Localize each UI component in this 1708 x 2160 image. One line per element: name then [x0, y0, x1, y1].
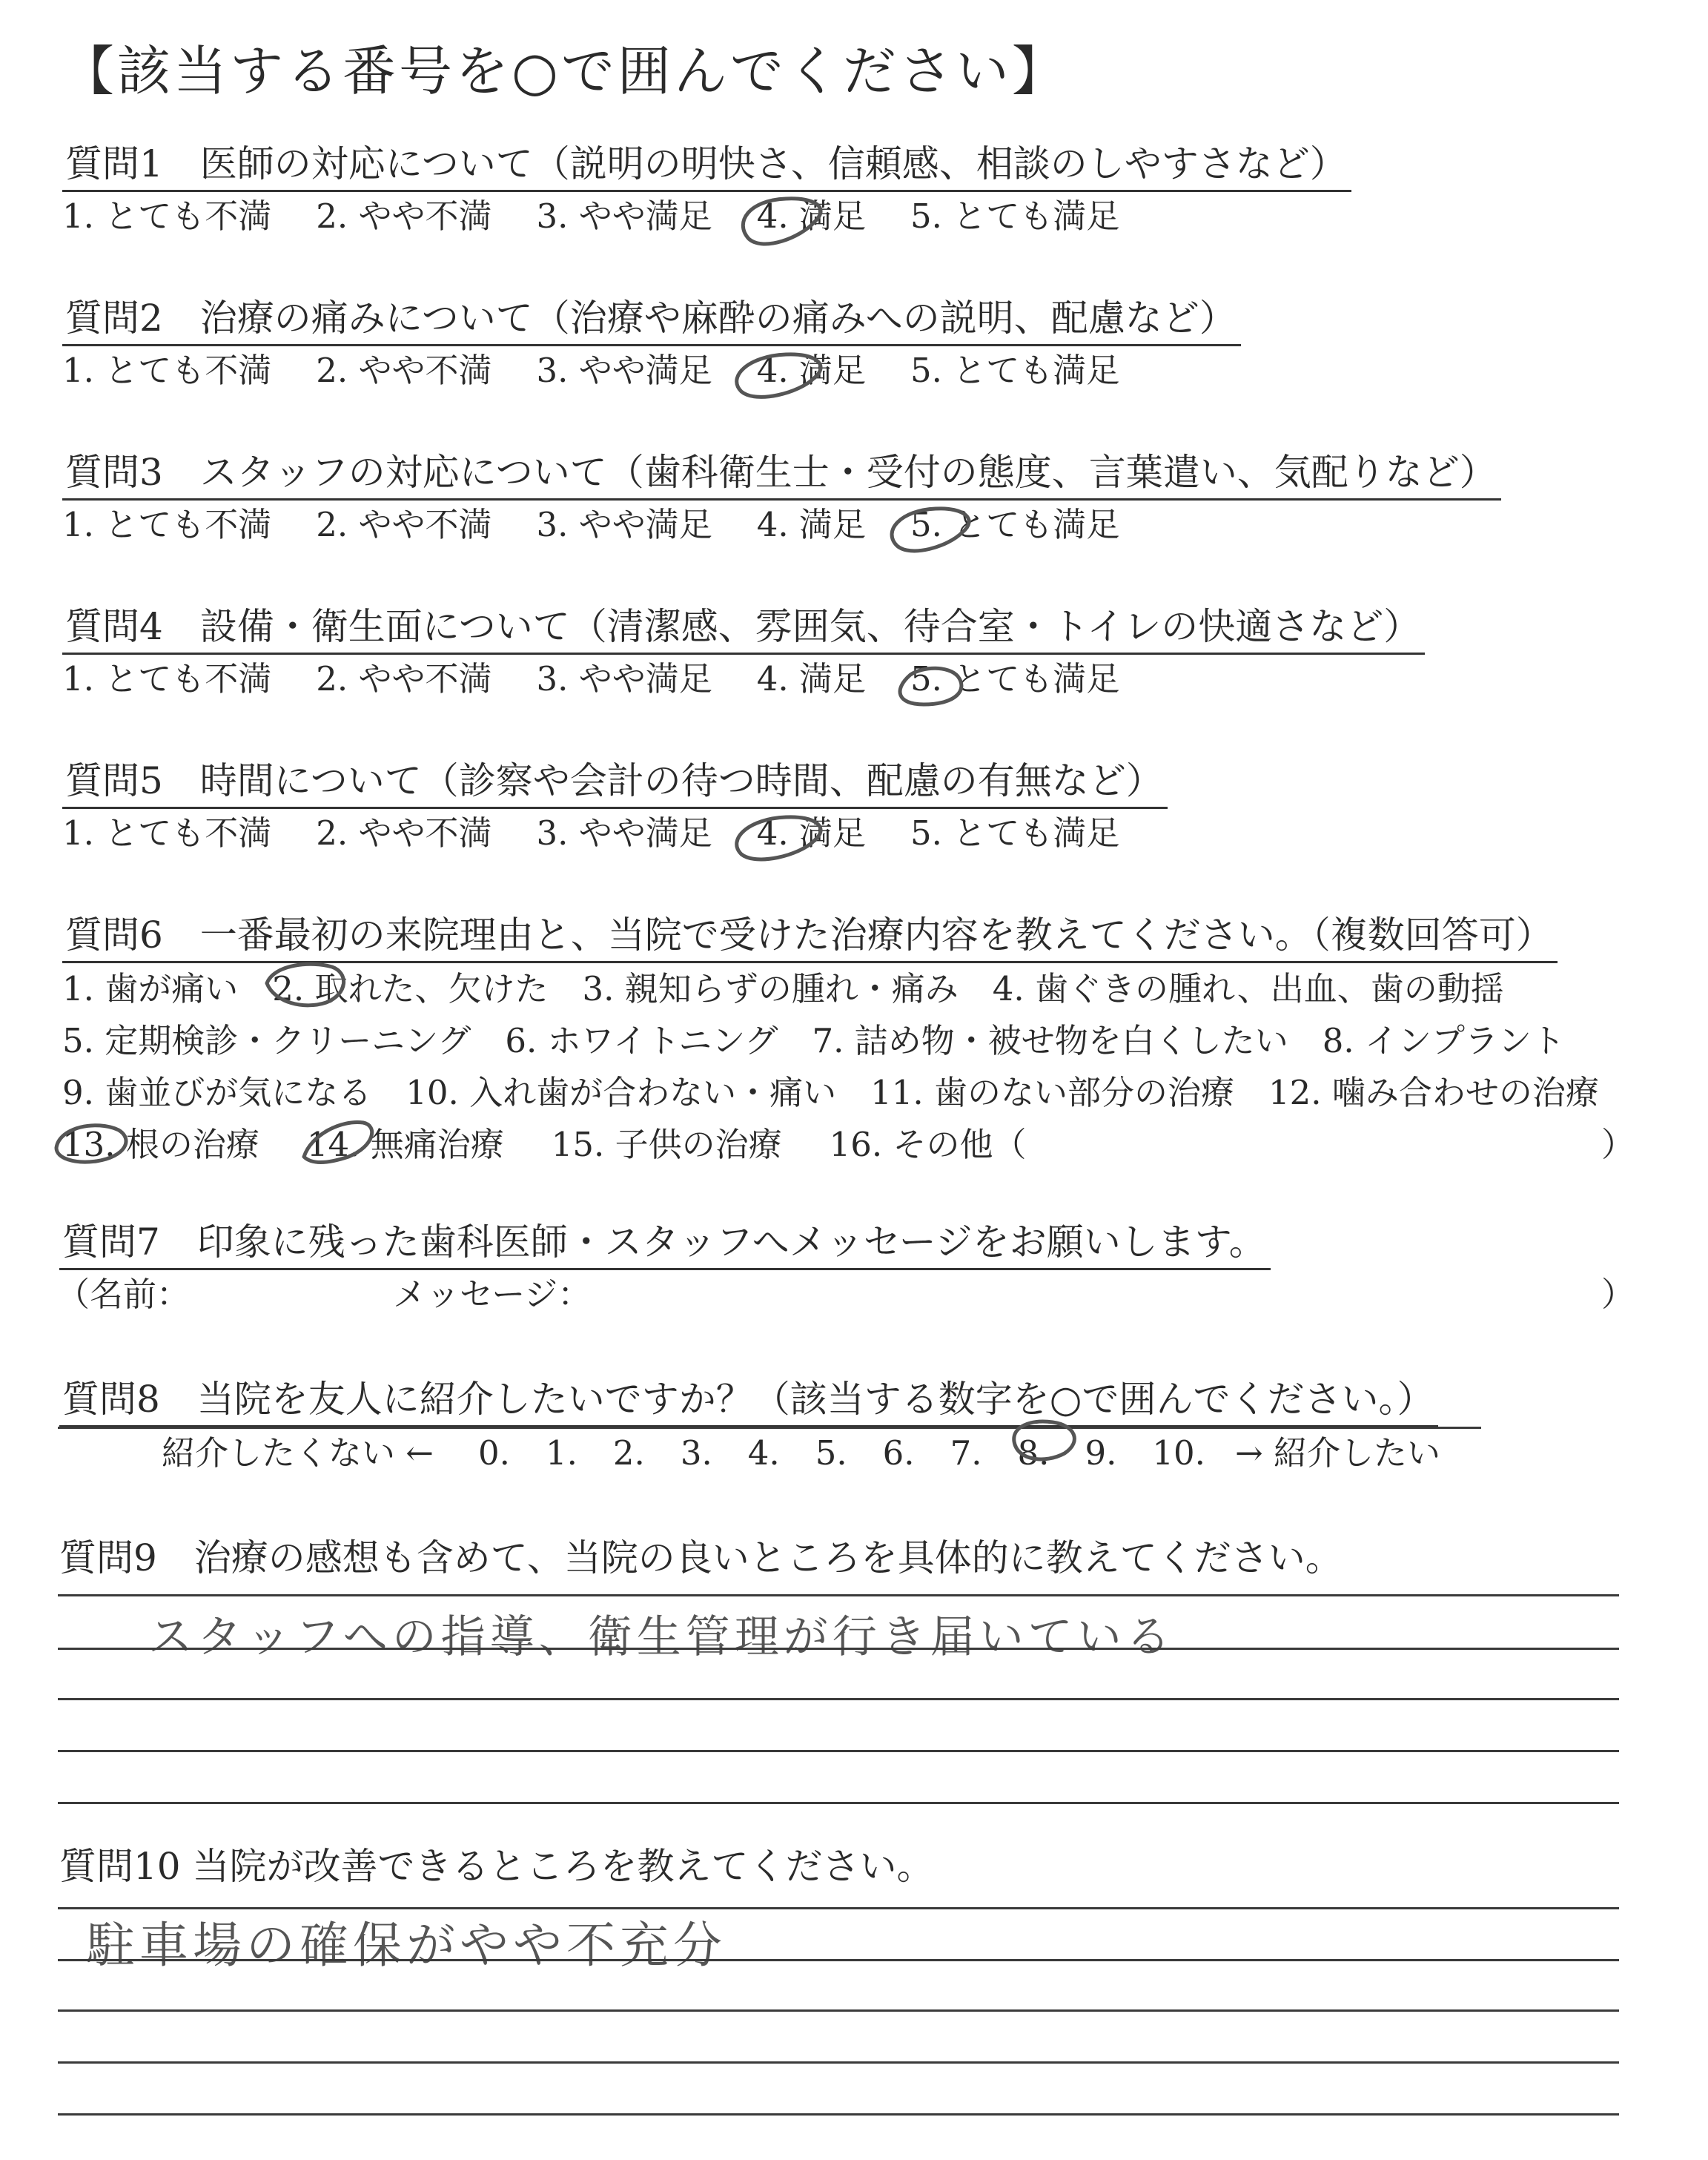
question-4-title: 質問4 設備・衛生面について（清潔感、雰囲気、待合室・トイレの快適さなど） [62, 601, 1425, 655]
q3-option-1[interactable]: 1. とても不満 [62, 505, 272, 544]
question-3-options [62, 503, 1119, 547]
question-9-title: 質問9 治療の感想も含めて、当院の良いところを具体的に教えてください。 [59, 1536, 1343, 1579]
q2-option-5[interactable]: 5. とても満足 [910, 351, 1120, 390]
question-8-title: 質問8 当院を友人に紹介したいですか？（該当する数字を○で囲んでください。） [59, 1373, 1438, 1427]
question-5-title: 質問5 時間について（診察や会計の待つ時間、配慮の有無など） [62, 755, 1168, 809]
q6-option-14[interactable]: 14. 無痛治療 [306, 1125, 504, 1164]
q6-option-15[interactable]: 15. 子供の治療 [551, 1125, 782, 1164]
q6-row-2 [62, 1019, 1565, 1063]
q6-option-7[interactable]: 7. 詰め物・被せ物を白くしたい [812, 1021, 1288, 1060]
q9-line-5 [58, 1802, 1619, 1804]
question-2-options [62, 349, 1119, 393]
question-2-title: 質問2 治療の痛みについて（治療や麻酔の痛みへの説明、配慮など） [62, 292, 1241, 346]
q6-option-2[interactable]: 2. 取れた、欠けた [272, 969, 549, 1008]
q1-option-2[interactable]: 2. やや不満 [316, 196, 492, 236]
q6-option-16[interactable]: 16. その他（ [829, 1125, 1027, 1164]
q3-option-5[interactable]: 5. とても満足 [910, 505, 1120, 544]
q6-option-12[interactable]: 12. 噛み合わせの治療 [1268, 1073, 1599, 1112]
q7-message-label: メッセージ： [393, 1275, 592, 1314]
q1-option-1[interactable]: 1. とても不満 [62, 196, 272, 236]
q9-line-4 [58, 1750, 1619, 1752]
q10-line-5 [58, 2113, 1619, 2116]
q1-option-5[interactable]: 5. とても満足 [910, 196, 1120, 236]
q6-option-8[interactable]: 8. インプラント [1322, 1021, 1566, 1060]
q8-option-3[interactable]: 3. [680, 1433, 712, 1473]
q6-option-4[interactable]: 4. 歯ぐきの腫れ、出血、歯の動揺 [992, 969, 1504, 1008]
question-1-options [62, 194, 1119, 239]
q3-option-3[interactable]: 3. やや満足 [536, 505, 712, 544]
q2-option-2[interactable]: 2. やや不満 [316, 351, 492, 390]
q2-option-4[interactable]: 4. 満足 [756, 351, 866, 390]
page-title: 【該当する番号を○で囲んでください】 [61, 40, 1068, 102]
q9-line-1 [58, 1594, 1619, 1596]
q3-option-4[interactable]: 4. 満足 [756, 505, 866, 544]
q6-option-9[interactable]: 9. 歯並びが気になる [62, 1073, 372, 1112]
q8-option-1[interactable]: 1. [545, 1433, 577, 1473]
q8-option-9[interactable]: 9. [1085, 1433, 1117, 1473]
q5-option-5[interactable]: 5. とても満足 [910, 813, 1120, 853]
q8-option-7[interactable]: 7. [950, 1433, 982, 1473]
q8-option-5[interactable]: 5. [815, 1433, 847, 1473]
question-7-title: 質問7 印象に残った歯科医師・スタッフへメッセージをお願いします。 [59, 1216, 1271, 1270]
q6-option-11[interactable]: 11. 歯のない部分の治療 [870, 1073, 1234, 1112]
q5-option-3[interactable]: 3. やや満足 [536, 813, 712, 853]
q6-row-1 [62, 967, 1504, 1011]
q4-option-3[interactable]: 3. やや満足 [536, 659, 712, 698]
q9-handwritten-answer[interactable]: スタッフへの指導、衛生管理が行き届いている [148, 1611, 1175, 1663]
q6-option-3[interactable]: 3. 親知らずの腫れ・痛み [582, 969, 959, 1008]
q8-scale [162, 1431, 1440, 1476]
q10-handwritten-answer[interactable]: 駐車場の確保がやや不充分 [86, 1917, 726, 1974]
q8-option-8[interactable]: 8. [1017, 1433, 1050, 1473]
q4-option-1[interactable]: 1. とても不満 [62, 659, 272, 698]
q8-option-2[interactable]: 2. [612, 1433, 645, 1473]
q5-option-2[interactable]: 2. やや不満 [316, 813, 492, 853]
q6-option-6[interactable]: 6. ホワイトニング [505, 1021, 778, 1060]
q5-option-4[interactable]: 4. 満足 [756, 813, 866, 853]
q4-option-2[interactable]: 2. やや不満 [316, 659, 492, 698]
question-3-title: 質問3 スタッフの対応について（歯科衛生士・受付の態度、言葉遣い、気配りなど） [62, 446, 1501, 501]
q10-line-3 [58, 2009, 1619, 2012]
question-4-options [62, 657, 1119, 701]
q6-row-3 [62, 1071, 1599, 1115]
q1-option-3[interactable]: 3. やや満足 [536, 196, 712, 236]
question-6-title: 質問6 一番最初の来院理由と、当院で受けた治療内容を教えてください。（複数回答可） [62, 909, 1558, 963]
q8-option-4[interactable]: 4. [747, 1433, 780, 1473]
q8-option-6[interactable]: 6. [882, 1433, 915, 1473]
q2-option-3[interactable]: 3. やや満足 [536, 351, 712, 390]
q8-underline [58, 1427, 1481, 1429]
q8-option-10[interactable]: 10. [1152, 1433, 1205, 1473]
q6-other-close-paren: ） [1601, 1125, 1635, 1164]
q5-option-1[interactable]: 1. とても不満 [62, 813, 272, 853]
q8-right-label: → 紹介したい [1234, 1433, 1440, 1473]
q6-option-13[interactable]: 13. 根の治療 [62, 1125, 259, 1164]
question-10-title: 質問10 当院が改善できるところを教えてください。 [59, 1845, 934, 1888]
q1-option-4[interactable]: 4. 満足 [756, 196, 866, 236]
q10-line-2 [58, 1959, 1619, 1961]
q6-option-5[interactable]: 5. 定期検診・クリーニング [62, 1021, 471, 1060]
q6-option-1[interactable]: 1. 歯が痛い [62, 969, 239, 1008]
q9-line-3 [58, 1698, 1619, 1700]
q10-line-4 [58, 2061, 1619, 2064]
q8-left-label: 紹介したくない ← [162, 1433, 434, 1473]
q7-name-label: （名前： [56, 1275, 191, 1314]
q9-line-2 [58, 1648, 1619, 1650]
q7-close-paren: ） [1601, 1275, 1635, 1314]
question-5-options [62, 811, 1119, 856]
q2-option-1[interactable]: 1. とても不満 [62, 351, 272, 390]
q4-option-4[interactable]: 4. 満足 [756, 659, 866, 698]
q3-option-2[interactable]: 2. やや不満 [316, 505, 492, 544]
q6-row-4 [62, 1123, 1027, 1167]
q6-option-10[interactable]: 10. 入れ歯が合わない・痛い [406, 1073, 837, 1112]
question-1-title: 質問1 医師の対応について（説明の明快さ、信頼感、相談のしやすさなど） [62, 138, 1351, 192]
q8-option-0[interactable]: 0. [478, 1433, 510, 1473]
q4-option-5[interactable]: 5. とても満足 [910, 659, 1120, 698]
